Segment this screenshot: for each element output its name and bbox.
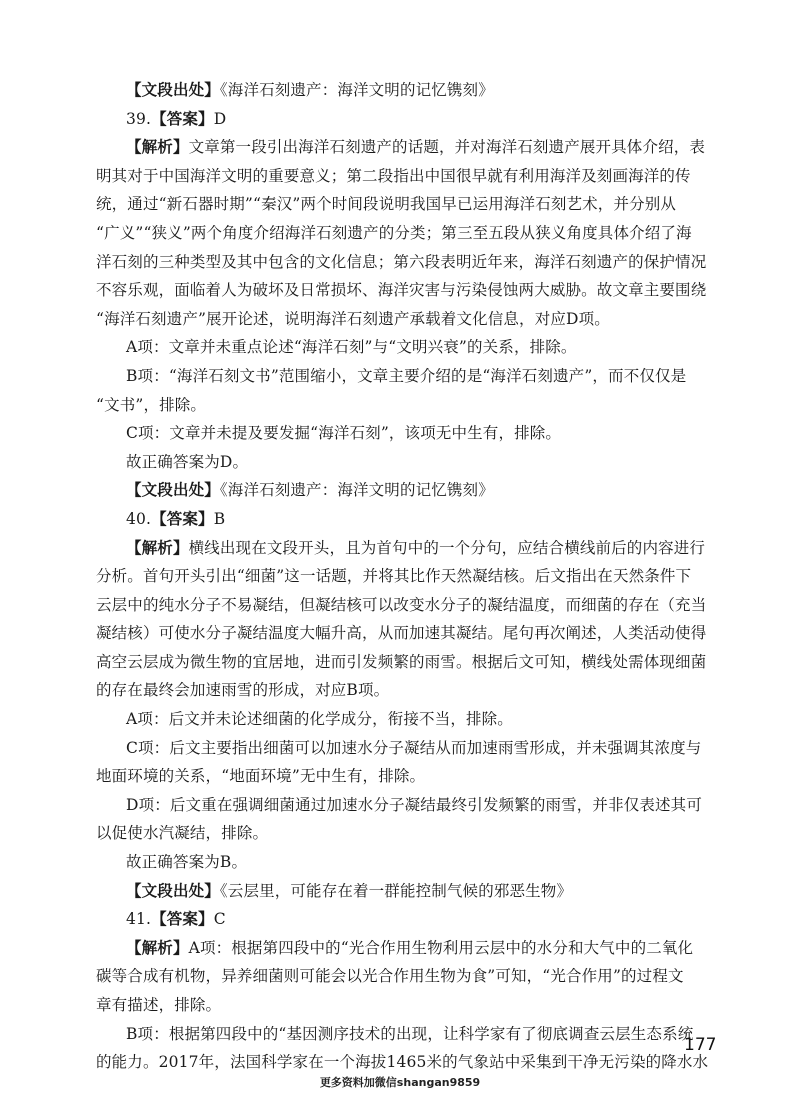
- text-line: [96, 1020, 724, 1049]
- text-line: [96, 362, 724, 391]
- text-line: [96, 76, 724, 105]
- text-segment: 《海洋石刻遗产：海洋文明的记忆镌刻》: [219, 81, 494, 99]
- text-segment: 横线出现在文段开头，且为首句中的一个分句，应结合横线前后的内容进行: [188, 538, 706, 557]
- text-segment: B项：“海洋石刻文书”范围缩小，文章主要介绍的是“海洋石刻遗产”，而不仅仅是: [126, 366, 687, 385]
- bold-label: 【答案】: [151, 909, 214, 929]
- text-segment: 洋石刻的三种类型及其中包含的文化信息；第六段表明近年来，海洋石刻遗产的保护情况: [96, 252, 707, 271]
- text-segment: 40.: [126, 509, 152, 528]
- text-segment: 的存在最终会加速雨雪的形成，对应B项。: [96, 681, 390, 700]
- text-segment: 的能力。2017年，法国科学家在一个海拔1465米的气象站中采集到干净无污染的降水水: [96, 1053, 709, 1072]
- text-line: [96, 762, 724, 791]
- text-segment: A项：文章并未重点论述“海洋石刻”与“文明兴衰”的关系，排除。: [126, 338, 577, 357]
- text-line: [96, 276, 724, 305]
- bold-label: 【文段出处】: [126, 880, 220, 900]
- text-line: [96, 962, 724, 991]
- bold-label: 【答案】: [151, 108, 214, 128]
- text-segment: 文章第一段引出海洋石刻遗产的话题，并对海洋石刻遗产展开具体介绍，表: [188, 138, 706, 157]
- text-line: [96, 391, 724, 420]
- text-segment: B项：根据第四段中的“基因测序技术的出现，让科学家有了彻底调查云层生态系统: [126, 1024, 694, 1043]
- text-line: [96, 877, 724, 906]
- text-segment: “文书”，排除。: [96, 395, 207, 414]
- text-segment: 明其对于中国海洋文明的重要意义；第二段指出中国很早就有利用海洋及刻画海洋的传: [96, 166, 691, 185]
- text-segment: D: [213, 109, 227, 128]
- page-number: 177: [684, 1035, 717, 1055]
- text-segment: C: [213, 910, 226, 929]
- text-line: [96, 333, 724, 362]
- text-line: [96, 705, 724, 734]
- bold-label: 【解析】: [126, 137, 189, 157]
- text-line: [96, 934, 724, 963]
- text-segment: D项：后文重在强调细菌通过加速水分子凝结最终引发频繁的雨雪，并非仅表述其可: [126, 795, 702, 814]
- text-line: [96, 248, 724, 277]
- text-line: [96, 1048, 724, 1077]
- bold-label: 【答案】: [151, 508, 214, 528]
- text-segment: 39.: [126, 109, 152, 128]
- text-segment: B: [213, 509, 226, 528]
- text-line: [96, 105, 724, 134]
- text-segment: C项：文章并未提及要发掘“海洋石刻”，该项无中生有，排除。: [126, 424, 562, 443]
- text-line: [96, 734, 724, 763]
- text-segment: 以促使水汽凝结，排除。: [96, 824, 269, 843]
- document-body: [96, 76, 724, 1077]
- text-line: [96, 991, 724, 1020]
- bold-label: 【文段出处】: [126, 80, 220, 99]
- text-segment: A项：后文并未论述细菌的化学成分，衔接不当，排除。: [126, 710, 513, 729]
- text-line: [96, 476, 724, 505]
- text-segment: “广义”“狭义”两个角度介绍海洋石刻遗产的分类；第三至五段从狭义角度具体介绍了海: [96, 223, 692, 242]
- bold-label: 【解析】: [126, 937, 189, 957]
- text-line: [96, 848, 724, 877]
- bold-label: 【文段出处】: [126, 480, 220, 500]
- bold-label: 【解析】: [126, 537, 189, 557]
- text-segment: 章有描述，排除。: [96, 996, 222, 1014]
- text-line: [96, 791, 724, 820]
- text-line: [96, 819, 724, 848]
- footer-note: 更多资料加微信shangan9859: [319, 1076, 481, 1089]
- text-segment: 地面环境的关系，“地面环境”无中生有，排除。: [96, 767, 426, 786]
- text-segment: “海洋石刻遗产”展开论述，说明海洋石刻遗产承载着文化信息，对应D项。: [96, 309, 610, 328]
- text-line: [96, 534, 724, 563]
- text-line: [96, 562, 724, 591]
- text-segment: 故正确答案为B。: [126, 853, 248, 872]
- text-segment: 故正确答案为D。: [126, 452, 249, 471]
- text-segment: 《云层里，可能存在着一群能控制气候的邪恶生物》: [219, 881, 573, 900]
- text-segment: 云层中的纯水分子不易凝结，但凝结核可以改变水分子的凝结温度，而细菌的存在（充当: [96, 595, 707, 614]
- text-segment: 统，通过“新石器时期”“秦汉”两个时间段说明我国早已运用海洋石刻艺术，并分别从: [96, 195, 677, 214]
- text-line: [96, 448, 724, 477]
- text-line: [96, 905, 724, 934]
- text-segment: 碳等合成有机物，异养细菌则可能会以光合作用生物为食”可知，“光合作用”的过程文: [96, 967, 684, 986]
- text-line: [96, 619, 724, 648]
- text-line: [96, 219, 724, 248]
- text-segment: 高空云层成为微生物的宜居地，进而引发频繁的雨雪。根据后文可知，横线处需体现细菌: [96, 652, 707, 671]
- text-line: [96, 648, 724, 677]
- text-line: [96, 190, 724, 219]
- text-segment: 《海洋石刻遗产：海洋文明的记忆镌刻》: [219, 481, 494, 500]
- text-line: [96, 676, 724, 705]
- text-line: [96, 505, 724, 534]
- text-line: [96, 305, 724, 334]
- text-segment: 不容乐观，面临着人为破坏及日常损坏、海洋灾害与污染侵蚀两大威胁。故文章主要围绕: [96, 281, 707, 300]
- text-segment: 分析。首句开头引出“细菌”这一话题，并将其比作天然凝结核。后文指出在天然条件下: [96, 567, 692, 586]
- text-line: [96, 419, 724, 448]
- text-line: [96, 591, 724, 620]
- text-segment: A项：根据第四段中的“光合作用生物利用云层中的水分和大气中的二氧化: [188, 938, 694, 957]
- text-segment: 凝结核）可使水分子凝结温度大幅升高，从而加速其凝结。尾句再次阐述，人类活动使得: [96, 624, 707, 643]
- text-segment: C项：后文主要指出细菌可以加速水分子凝结从而加速雨雪形成，并未强调其浓度与: [126, 738, 702, 757]
- text-line: [96, 162, 724, 191]
- text-line: [96, 133, 724, 162]
- text-segment: 41.: [126, 910, 152, 929]
